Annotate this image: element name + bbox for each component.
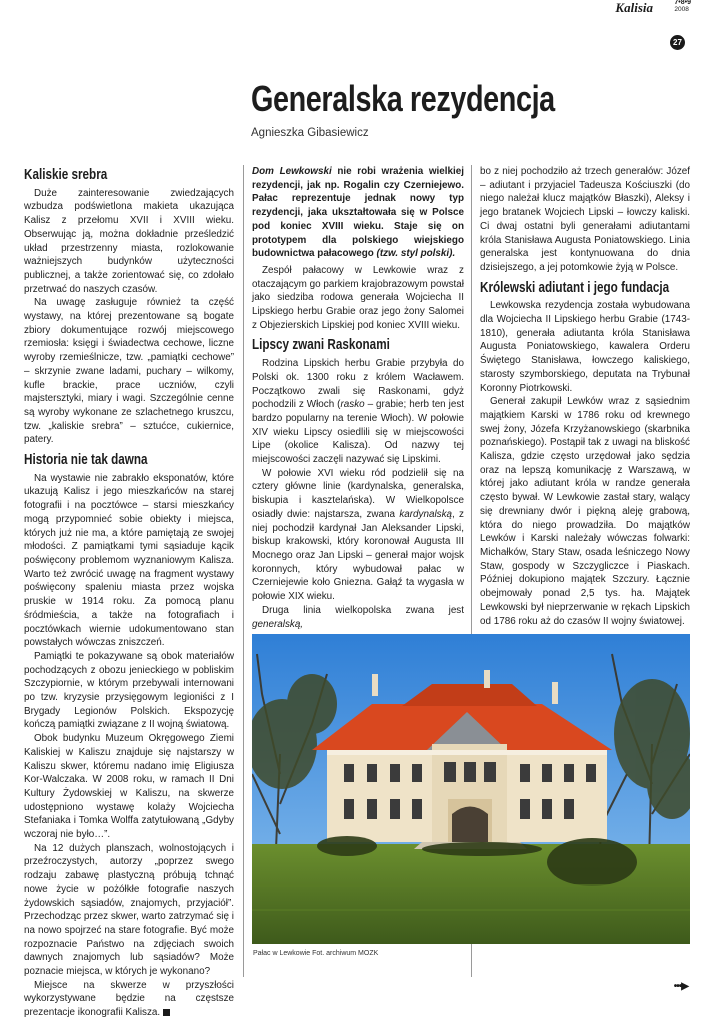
paragraph: Pamiątki te pokazywane są obok materiałów pochodzących z obozu jenieckiego w pobliskim Szczypiornie, w którym przebywali internowani po tzw. kryzysie przysięgowym legioniści z I Brygady Legionów Polskich. Ekspozycję kończą pamiątki związane z II wojną światową. (24, 650, 234, 731)
article-title: Generalska rezydencja (251, 78, 555, 119)
page-number: 27 (670, 35, 685, 50)
paragraph-text: – grabie; herb ten jest bardzo popularny na terenie Włoch). W połowie XIV wieku Lipscy osiedlili się w miejscowości Lipe (okolice Kalisza). Od nazwy tej miejscowości zaczęli nazywać się Lipskimi. (252, 399, 465, 466)
paragraph: Lewkowska rezydencja została wybudowana dla Wojciecha II Lipskiego herbu Grabie (1743-1810), generała adiutanta króla Stanisława Augusta Poniatowskiego, kawalera Orderu Świętego Stanisława, łowczego kaliskiego, starosty szymborskiego, deputata na Trybunał Koronny Piotrkowski. (480, 300, 690, 394)
subheading: Lipscy zwani Raskonami (252, 336, 390, 354)
paragraph-emphasis: rasko (340, 399, 365, 411)
issue-info (674, 0, 691, 13)
magazine-logo: Kalisia (615, 0, 653, 15)
paragraph: Generał zakupił Lewków wraz z sąsiednim majątkiem Karski w 1786 roku od krewnego swej żony, Józefa Krzyżanowskiego (skarbnika poznańskiego). Postąpił tak z uwagi na bliskość Kalisza, gdzie często urzędował jako sędzia oraz na lepszą komunikację z Warszawą, w której jako adiutant króla w randze generała często bywał. W Lewkowie zastał stary, walący się drewniany dwór i piękną aleję grabową, która do niego prowadziła. Do majątków Lewków i Karski należały wówczas folwarki: Michałków, Stary Staw, osada leśniczego Nowy Staw, gospody w Szczygliczce i Piaskach. Później dokupiono majątek Szczury. Łącznie obejmowały ponad 2,5 tys. ha. Majątek Lewkowski był nieprzerwanie w rękach Lipskich od 1786 roku aż do czasów II wojny światowej. (480, 396, 690, 627)
paragraph: Zespół pałacowy w Lewkowie wraz z otaczającym go parkiem krajobrazowym powstał jako siedziba rodowa generała Wojciecha II Lipskiego herbu Grabie oraz jego żony Salomei z Objezierskich Lipskiej pod koniec XVIII wieku. (252, 264, 464, 331)
paragraph: Obok budynku Muzeum Okręgowego Ziemi Kaliskiej w Kaliszu znajduje się najstarszy w Kaliszu skwer, któremu nadano imię Eligiusza Kor-Walczaka. W 2008 roku, w ramach II Dni Kultury Żydowskiej w Kaliszu, na skwerze udostępniono wystawę kolaży Wojciecha Stefaniaka i Tomka Wolffa zatytułowaną „Gdyby wczoraj nie było…”. (24, 733, 234, 841)
paragraph: Na uwagę zasługuje również ta część wystawy, na której prezentowane są bogate zbiory dokumentujące rozwój miejscowego rzemiosła: księgi i świadectwa cechowe, liczne wyroby rzemieślnicze, tzw. „pamiątki cechowe” – skrzynie zwane ladami, puchary – wilkomy, kufle brackie, prace uczniów, czyli majstersztyki, miary i wagi. Szczególnie cenne są wyroby wykonane ze szlachetnego kruszcu, tzw. „kaliskie srebra” – sztućce, cukiernice, patery. (24, 297, 234, 446)
column-middle (252, 165, 464, 631)
end-of-article-mark (163, 1009, 170, 1016)
paragraph: Na wystawie nie zabrakło eksponatów, które ukazują Kalisz i jego mieszkańców na starej fotografii i na pocztówce – starsi mieszkańcy mogą przypomnieć sobie obiekty i miejsca, których już nie ma, a które pamiętają ze swojej młodości. Z pamiątkami tymi sąsiaduje kącik poświęcony problemom wyznaniowym Kalisza. Warto też zwrócić uwagę na fragment wystawy poświęcony spaleniu miasta przez wojska pruskie w 1914 roku. Za pomocą planu śródmieścia, a także na fotografiach i pocztówkach wiernie udokumentowano stan powstałych wówczas zniszczeń. (24, 472, 234, 649)
paragraph-emphasis: kardynalską (399, 508, 453, 520)
palace-illustration (252, 634, 690, 944)
paragraph (252, 467, 464, 604)
paragraph-text: W połowie XVI wieku ród podzielił się na cztery główne linie (kardynalska, generalska, biskupia i kasztelańska). W Wielkopolsce osiadły dwie: najstarsza, zwana (252, 467, 464, 520)
paragraph: bo z niej pochodziło aż trzech generałów: Józef – adiutant i przyjaciel Tadeusza Kościuszki (do niego należał klucz majątków Błaszki), Aleksy i jego bratanek Wojciech Lipski – łowczy kaliski. Ci dwaj ostatni byli generałami adiutantami króla Stanisława Augusta Poniatowskiego. Linia generalska jest kontynuowana do dnia dzisiejszego, a jej potomkowie żyją w Polsce. (480, 166, 690, 273)
column-left (24, 168, 234, 1020)
subheading: Królewski adiutant i jego fundacja (480, 278, 670, 296)
column-right (480, 165, 690, 628)
photo-caption: Pałac w Lewkowie Fot. archiwum MOZK (253, 950, 379, 957)
paragraph (24, 979, 234, 1020)
lead-emphasis: Dom Lewkowski (252, 166, 332, 177)
issue-year: 2008 (674, 6, 689, 13)
paragraph-text: Rodzina Lipskich herbu Grabie przybyła do Polski ok. 1300 roku z królem Wacławem. Początkowo zwali się Raskonami, gdyż pochodzili z Włoch ( (252, 358, 464, 411)
paragraph (252, 604, 464, 631)
paragraph-emphasis: generalską, (252, 618, 304, 630)
paragraph-text: Druga linia wielkopolska zwana jest (262, 604, 464, 616)
palace-photo (252, 634, 690, 944)
paragraph-text: Miejsce na skwerze w przyszłości wykorzystywane będzie na częstsze prezentacje ikonografii Kalisza. (24, 979, 234, 1019)
article-author: Agnieszka Gibasiewicz (251, 127, 369, 139)
subheading: Historia nie tak dawna (24, 451, 148, 469)
lead-parenthetical: (tzw. styl polski). (376, 248, 456, 260)
paragraph (252, 357, 464, 467)
issue-numbers: 7•8•9 (674, 0, 691, 6)
continue-arrow-icon: •••▶ (673, 981, 688, 992)
paragraph-text: , z niej pochodził kardynał Jan Aleksander Lipski, biskup krakowski, który koronował Augusta III Mocnego oraz Jan Lipski – generał major wojsk koronnych, który wybudował pałac w Czerniejewie koło Gniezna. Gałąź ta wygasła w połowie XIX wieku. (252, 508, 464, 603)
lead-paragraph (252, 165, 464, 261)
column-divider (243, 165, 244, 977)
paragraph: Na 12 dużych planszach, wolnostojących i przeźroczystych, autorzy „poprzez swego rodzaju zabawę plastyczną próbują tchnąć nowe życie w pożółkłe fotografie naszych żydowskich sąsiadów, znajomych, przyjaciół”. Przechodząc przez skwer, warto zatrzymać się i na nowo spojrzeć na stare fotografie. Być może rozpoznacie Państwo na zdjęciach swoich dawnych znajomych lub sąsiadów? Może poznacie miejsca, w których je wykonano? (24, 842, 234, 978)
lead-text: nie robi wrażenia wielkiej rezydencji, jak np. Rogalin czy Czerniejewo. Pałac reprezentuje jednak nowy typ rezydencji, jaka ukształtowała się w Polsce pod koniec XVIII wieku. Staje się on prototypem dla polskiego wiejskiego budownictwa pałacowego (252, 166, 464, 260)
paragraph: Duże zainteresowanie zwiedzających wzbudza podświetlona makieta ukazująca Kalisz z przełomu XVII i XVIII wieku. Obserwując ją, można dokładnie prześledzić układ przestrzenny miasta, rozlokowanie ważniejszych budynków użyteczności publicznej, a także zorientować się, co zdołało przetrwać do naszych czasów. (24, 187, 234, 295)
subheading: Kaliskie srebra (24, 166, 108, 183)
